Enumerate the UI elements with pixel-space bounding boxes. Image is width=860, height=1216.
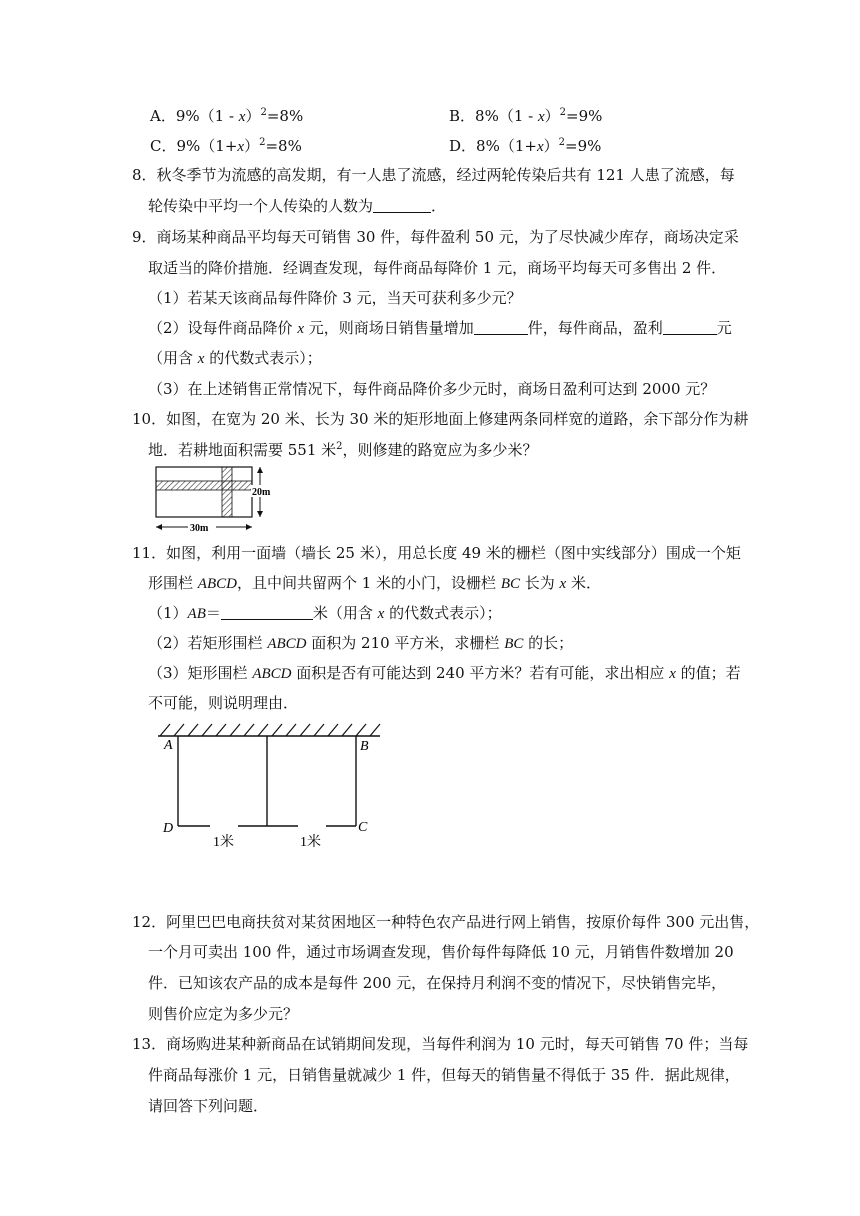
q11-part1	[148, 603, 502, 624]
q9-line2: 取适当的降价措施．经调查发现，每件商品每降价 1 元，商场平均每天可多售出 2 件．	[148, 259, 727, 277]
height-label: 20m	[252, 487, 271, 498]
q9-line1: 9．商场某种商品平均每天可销售 30 件，每件盈利 50 元，为了尽快减少库存，商场决定采	[132, 228, 739, 246]
answer-blank	[474, 320, 528, 335]
q11-line2	[148, 573, 601, 594]
q11-text: 面积为 210 平方米，求栅栏	[306, 634, 505, 652]
q11-text: 的长；	[523, 634, 574, 652]
wall-hatching	[160, 724, 380, 736]
q11-text: 的代数式表示）；	[384, 604, 502, 622]
q11-line1: 11．如图，利用一面墙（墙长 25 米），用总长度 49 米的栅栏（图中实线部分）围成一个矩	[132, 544, 741, 562]
q11-text: ＝	[205, 604, 221, 622]
q12-line4: 则售价应定为多少元？	[148, 1005, 299, 1023]
width-label: 30m	[190, 523, 209, 534]
q8-line1: 8．秋冬季节为流感的高发期，有一人患了流感，经过两轮传染后共有 121 人患了流感，每	[132, 166, 735, 184]
q11-var: BC	[500, 576, 520, 592]
option-text: =9%	[565, 137, 602, 155]
q11-part3	[148, 663, 741, 684]
option-var: x	[537, 109, 545, 125]
q11-var: ABCD	[197, 576, 237, 592]
q12-line2: 一个月可卖出 100 件，通过市场调查发现，售价每件每降低 10 元，月销售件数增加 20	[148, 943, 734, 961]
answer-blank	[663, 320, 717, 335]
option-text: =8%	[266, 107, 304, 125]
field-rect	[156, 467, 252, 517]
point-d-label: D	[163, 821, 174, 836]
option-var: x	[237, 139, 245, 155]
option-label: D．	[449, 137, 477, 155]
q11-figure	[150, 718, 390, 858]
q11-text: 米．	[566, 574, 601, 592]
q8-line2	[148, 196, 446, 216]
q11-text: 的值；若	[675, 664, 741, 682]
q12-line1: 12．阿里巴巴电商扶贫对某贫困地区一种特色农产品进行网上销售，按原价每件 300 元出售，	[132, 913, 760, 931]
q11-var: x	[559, 576, 567, 592]
option-text: 9%（1+	[176, 137, 238, 155]
option-text: ）	[244, 137, 260, 155]
option-text: ）	[543, 137, 559, 155]
q13-line2: 件商品每涨价 1 元，日销售量就减少 1 件，但每天的销售量不得低于 35 件．据此规律，	[148, 1066, 740, 1084]
q11-text: （1）	[148, 604, 188, 622]
q11-text: （3）矩形围栏	[148, 664, 253, 682]
q11-text: 米（用含	[312, 604, 378, 622]
horizontal-road	[156, 481, 252, 490]
option-text: ）	[245, 107, 261, 125]
q11-part3-line2: 不可能，则说明理由．	[148, 694, 299, 712]
q10-line1: 10．如图，在宽为 20 米、长为 30 米的矩形地面上修建两条同样宽的道路，余下部分作为耕	[132, 410, 749, 428]
q9-text: 的代数式表示）；	[204, 349, 322, 367]
option-text: =9%	[566, 107, 603, 125]
option-label: B．	[449, 107, 476, 125]
option-text: 8%（1+	[476, 137, 537, 155]
vertical-road	[222, 467, 232, 517]
q7-option-c	[150, 136, 302, 157]
q11-var: ABCD	[267, 636, 307, 652]
q11-text: ，且中间共留两个 1 米的小门，设栅栏	[236, 574, 501, 592]
q12-line3: 件．已知该农产品的成本是每件 200 元，在保持月利润不变的情况下，尽快销售完毕，	[148, 974, 727, 992]
q11-var: x	[377, 606, 385, 622]
point-c-label: C	[358, 820, 368, 835]
q9-text: （2）设每件商品降价	[148, 319, 298, 337]
option-exp: 2	[260, 107, 267, 118]
q9-part2	[148, 318, 732, 339]
q7-option-d	[449, 136, 601, 157]
q8-text: ．	[431, 197, 447, 215]
q9-text: 元，则商场日销售量增加	[303, 319, 474, 337]
gate1-label: 1米	[213, 835, 234, 850]
option-text: ）	[544, 107, 560, 125]
answer-blank	[221, 605, 313, 620]
q9-part1: （1）若某天该商品每件降价 3 元，当天可获利多少元？	[148, 289, 522, 307]
q11-text: 长为	[519, 574, 560, 592]
option-exp: 2	[259, 137, 266, 148]
q7-option-b	[449, 106, 602, 127]
q10-text: ，则修建的路宽应为多少米？	[342, 441, 538, 459]
gate2-label: 1米	[300, 835, 321, 850]
option-text: 9%（1 -	[175, 107, 239, 125]
q11-var: ABCD	[252, 666, 292, 682]
option-label: A．	[150, 107, 176, 125]
q10-text: 地．若耕地面积需要 551 米	[148, 441, 337, 459]
q9-part2-line2	[148, 348, 322, 369]
q10-figure	[150, 465, 280, 535]
q9-text: 件，每件商品，盈利	[527, 319, 663, 337]
q9-var: x	[197, 351, 205, 367]
q9-text: （用含	[148, 349, 198, 367]
q11-text: （2）若矩形围栏	[148, 634, 268, 652]
option-label: C．	[150, 137, 177, 155]
option-var: x	[238, 109, 246, 125]
q8-text: 轮传染中平均一个人传染的人数为	[148, 197, 374, 215]
q11-var: x	[669, 666, 676, 682]
q11-part2	[148, 633, 573, 654]
q10-exp: 2	[336, 441, 343, 452]
answer-blank	[373, 198, 431, 213]
q9-text: 元	[716, 319, 732, 337]
fence	[178, 736, 356, 826]
option-exp: 2	[559, 107, 567, 118]
q11-var: AB	[187, 606, 206, 622]
q7-option-a	[150, 106, 303, 127]
q11-text: 形围栏	[148, 574, 198, 592]
q10-line2	[148, 440, 538, 460]
option-text: =8%	[265, 137, 302, 155]
option-var: x	[536, 139, 544, 155]
q9-var: x	[297, 321, 304, 337]
option-text: 8%（1 -	[475, 107, 538, 125]
point-a-label: A	[164, 738, 173, 753]
q13-line1: 13．商场购进某种新商品在试销期间发现，当每件利润为 10 元时，每天可销售 70 件；当每	[132, 1035, 749, 1053]
q11-var: BC	[504, 636, 524, 652]
q11-text: 面积是否有可能达到 240 平方米？若有可能，求出相应	[291, 664, 670, 682]
point-b-label: B	[360, 739, 369, 754]
option-exp: 2	[558, 137, 566, 148]
q13-line3: 请回答下列问题．	[148, 1097, 269, 1115]
q9-part3: （3）在上述销售正常情况下，每件商品降价多少元时，商场日盈利可达到 2000 元？	[148, 380, 716, 398]
